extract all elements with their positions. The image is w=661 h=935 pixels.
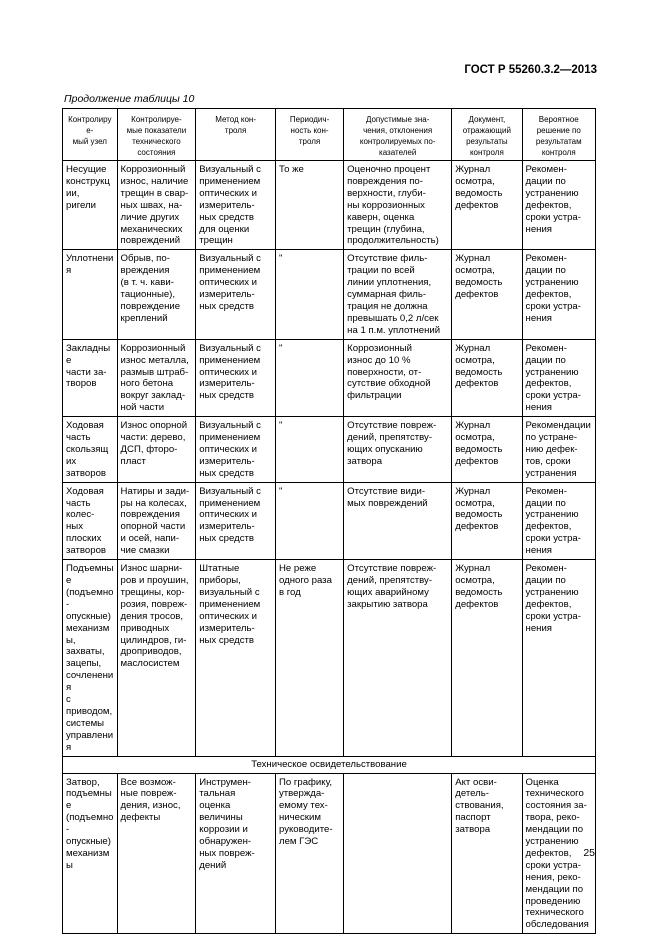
- table-cell: Журнал осмотра, ведомость дефектов: [452, 339, 522, 416]
- table-cell: Журнал осмотра, ведомость дефектов: [452, 560, 522, 757]
- table-cell: Все возмож- ные повреж- дения, износ, дефекты: [117, 773, 196, 934]
- table-cell: Не реже одного раза в год: [275, 560, 343, 757]
- column-header: Контролируе- мые показатели технического состояния: [117, 109, 196, 161]
- column-header: Вероятное решение по результатам контроля: [522, 109, 595, 161]
- table-cell: Коррозионный износ до 10 % поверхности, от- сутствие обходной фильтрации: [344, 339, 452, 416]
- section-title: Техническое освидетельствование: [63, 756, 596, 773]
- table-cell: Ходовая часть скользящих затворов: [63, 417, 118, 483]
- table-cell: Журнал осмотра, ведомость дефектов: [452, 417, 522, 483]
- table-cell: Отсутствие филь- трации по всей линии уплотнения, суммарная филь- трация не должна превышать 0,2 л/сек на 1 п.м. уплотнений: [344, 250, 452, 339]
- table-cell: Журнал осмотра, ведомость дефектов: [452, 482, 522, 559]
- table-cell: Коррозионный износ, наличие трещин в свар- ных швах, на- личие других механических повреждений: [117, 161, 196, 250]
- table-cell: Визуальный с применением оптических и измеритель- ных средств: [196, 417, 276, 483]
- table-cell: Отсутствие види- мых повреждений: [344, 482, 452, 559]
- column-header: Документ, отражающий результаты контроля: [452, 109, 522, 161]
- table-cell: ": [275, 417, 343, 483]
- table-cell: Затвор, подъемные (подъемно- опускные) механизмы: [63, 773, 118, 934]
- table-cell: Коррозионный износ металла, размыв штраб- ного бетона вокруг заклад- ной части: [117, 339, 196, 416]
- table-cell: Визуальный с применением оптических и измеритель- ных средств: [196, 482, 276, 559]
- table-cell: Обрыв, по- вреждения (в т. ч. кави- тационные), повреждение креплений: [117, 250, 196, 339]
- table-cell: Отсутствие повреж- дений, препятству- ющих опусканию затвора: [344, 417, 452, 483]
- table-cell: Оценка технического состояния за- твора, реко- мендации по устранению дефектов, сроки устра- нения, реко- мендации по проведению технического обследования: [522, 773, 595, 934]
- table-cell: Отсутствие повреж- дений, препятству- ющих аварийному закрытию затвора: [344, 560, 452, 757]
- table-header-row: [63, 109, 596, 161]
- section-row: [63, 756, 596, 773]
- table-cell: ": [275, 250, 343, 339]
- page-number: 25: [583, 847, 595, 859]
- table-cell: Акт осви- детель- ствования, паспорт затвора: [452, 773, 522, 934]
- table-cell: Уплотнения: [63, 250, 118, 339]
- column-header: Допустимые зна- чения, отклонения контролируемых по- казателей: [344, 109, 452, 161]
- column-header: Контролируе- мый узел: [63, 109, 118, 161]
- table-cell: Ходовая часть колес- ных плоских затворов: [63, 482, 118, 559]
- table-cell: Рекомен- дации по устранению дефектов, сроки устра- нения: [522, 250, 595, 339]
- table-row: [63, 250, 596, 339]
- table-cell: Натиры и зади- ры на колесах, повреждения опорной части и осей, напи- чие смазки: [117, 482, 196, 559]
- table-cell: Оценочно процент повреждения по- верхности, глуби- ны коррозионных каверн, оценка трещин (глубина, продолжительность): [344, 161, 452, 250]
- table-cell: Рекомендации по устране- нию дефек- тов, сроки устранения: [522, 417, 595, 483]
- table-row: [63, 161, 596, 250]
- table-cell: Визуальный с применением оптических и измеритель- ных средств для оценки трещин: [196, 161, 276, 250]
- table-cell: Рекомен- дации по устранению дефектов, сроки устра- нения: [522, 482, 595, 559]
- table-cell: Визуальный с применением оптических и измеритель- ных средств: [196, 339, 276, 416]
- column-header: Периодич- ность кон- троля: [275, 109, 343, 161]
- table-cell: По графику, утвержда- емому тех- ническим руководите- лем ГЭС: [275, 773, 343, 934]
- table-cell: Закладные части за- творов: [63, 339, 118, 416]
- table-cell: Визуальный с применением оптических и измеритель- ных средств: [196, 250, 276, 339]
- document-code: ГОСТ Р 55260.3.2—2013: [464, 64, 597, 76]
- table-cell: Инструмен- тальная оценка величины коррозии и обнаружен- ных повреж- дений: [196, 773, 276, 934]
- table-cell: ": [275, 339, 343, 416]
- table-cell: Журнал осмотра, ведомость дефектов: [452, 250, 522, 339]
- table-cell: Рекомен- дации по устранению дефектов, сроки устра- нения: [522, 161, 595, 250]
- inspection-table: [62, 108, 596, 934]
- table-cell: Рекомен- дации по устранению дефектов, сроки устра- нения: [522, 560, 595, 757]
- table-row: [63, 560, 596, 757]
- table-cell: [344, 773, 452, 934]
- table-cell: Штатные приборы, визуальный с применением оптических и измеритель- ных средств: [196, 560, 276, 757]
- table-cell: Износ опорной части: дерево, ДСП, фторо- пласт: [117, 417, 196, 483]
- table-cell: Несущие конструкции, ригели: [63, 161, 118, 250]
- table-row: [63, 339, 596, 416]
- table-row: [63, 482, 596, 559]
- table-row: [63, 773, 596, 934]
- table-cell: Журнал осмотра, ведомость дефектов: [452, 161, 522, 250]
- table-caption: Продолжение таблицы 10: [64, 93, 195, 105]
- table-cell: Рекомен- дации по устранению дефектов, сроки устра- нения: [522, 339, 595, 416]
- table-cell: ": [275, 482, 343, 559]
- column-header: Метод кон- троля: [196, 109, 276, 161]
- table-cell: То же: [275, 161, 343, 250]
- table-row: [63, 417, 596, 483]
- table-cell: Износ шарни- ров и проушин, трещины, кор- розия, повреж- дения тросов, приводных цилиндров, ги- дроприводов, маслосистем: [117, 560, 196, 757]
- table-cell: Подъемные (подъемно- опускные) механизмы, захваты, зацепы, сочленения с приводом, системы управления: [63, 560, 118, 757]
